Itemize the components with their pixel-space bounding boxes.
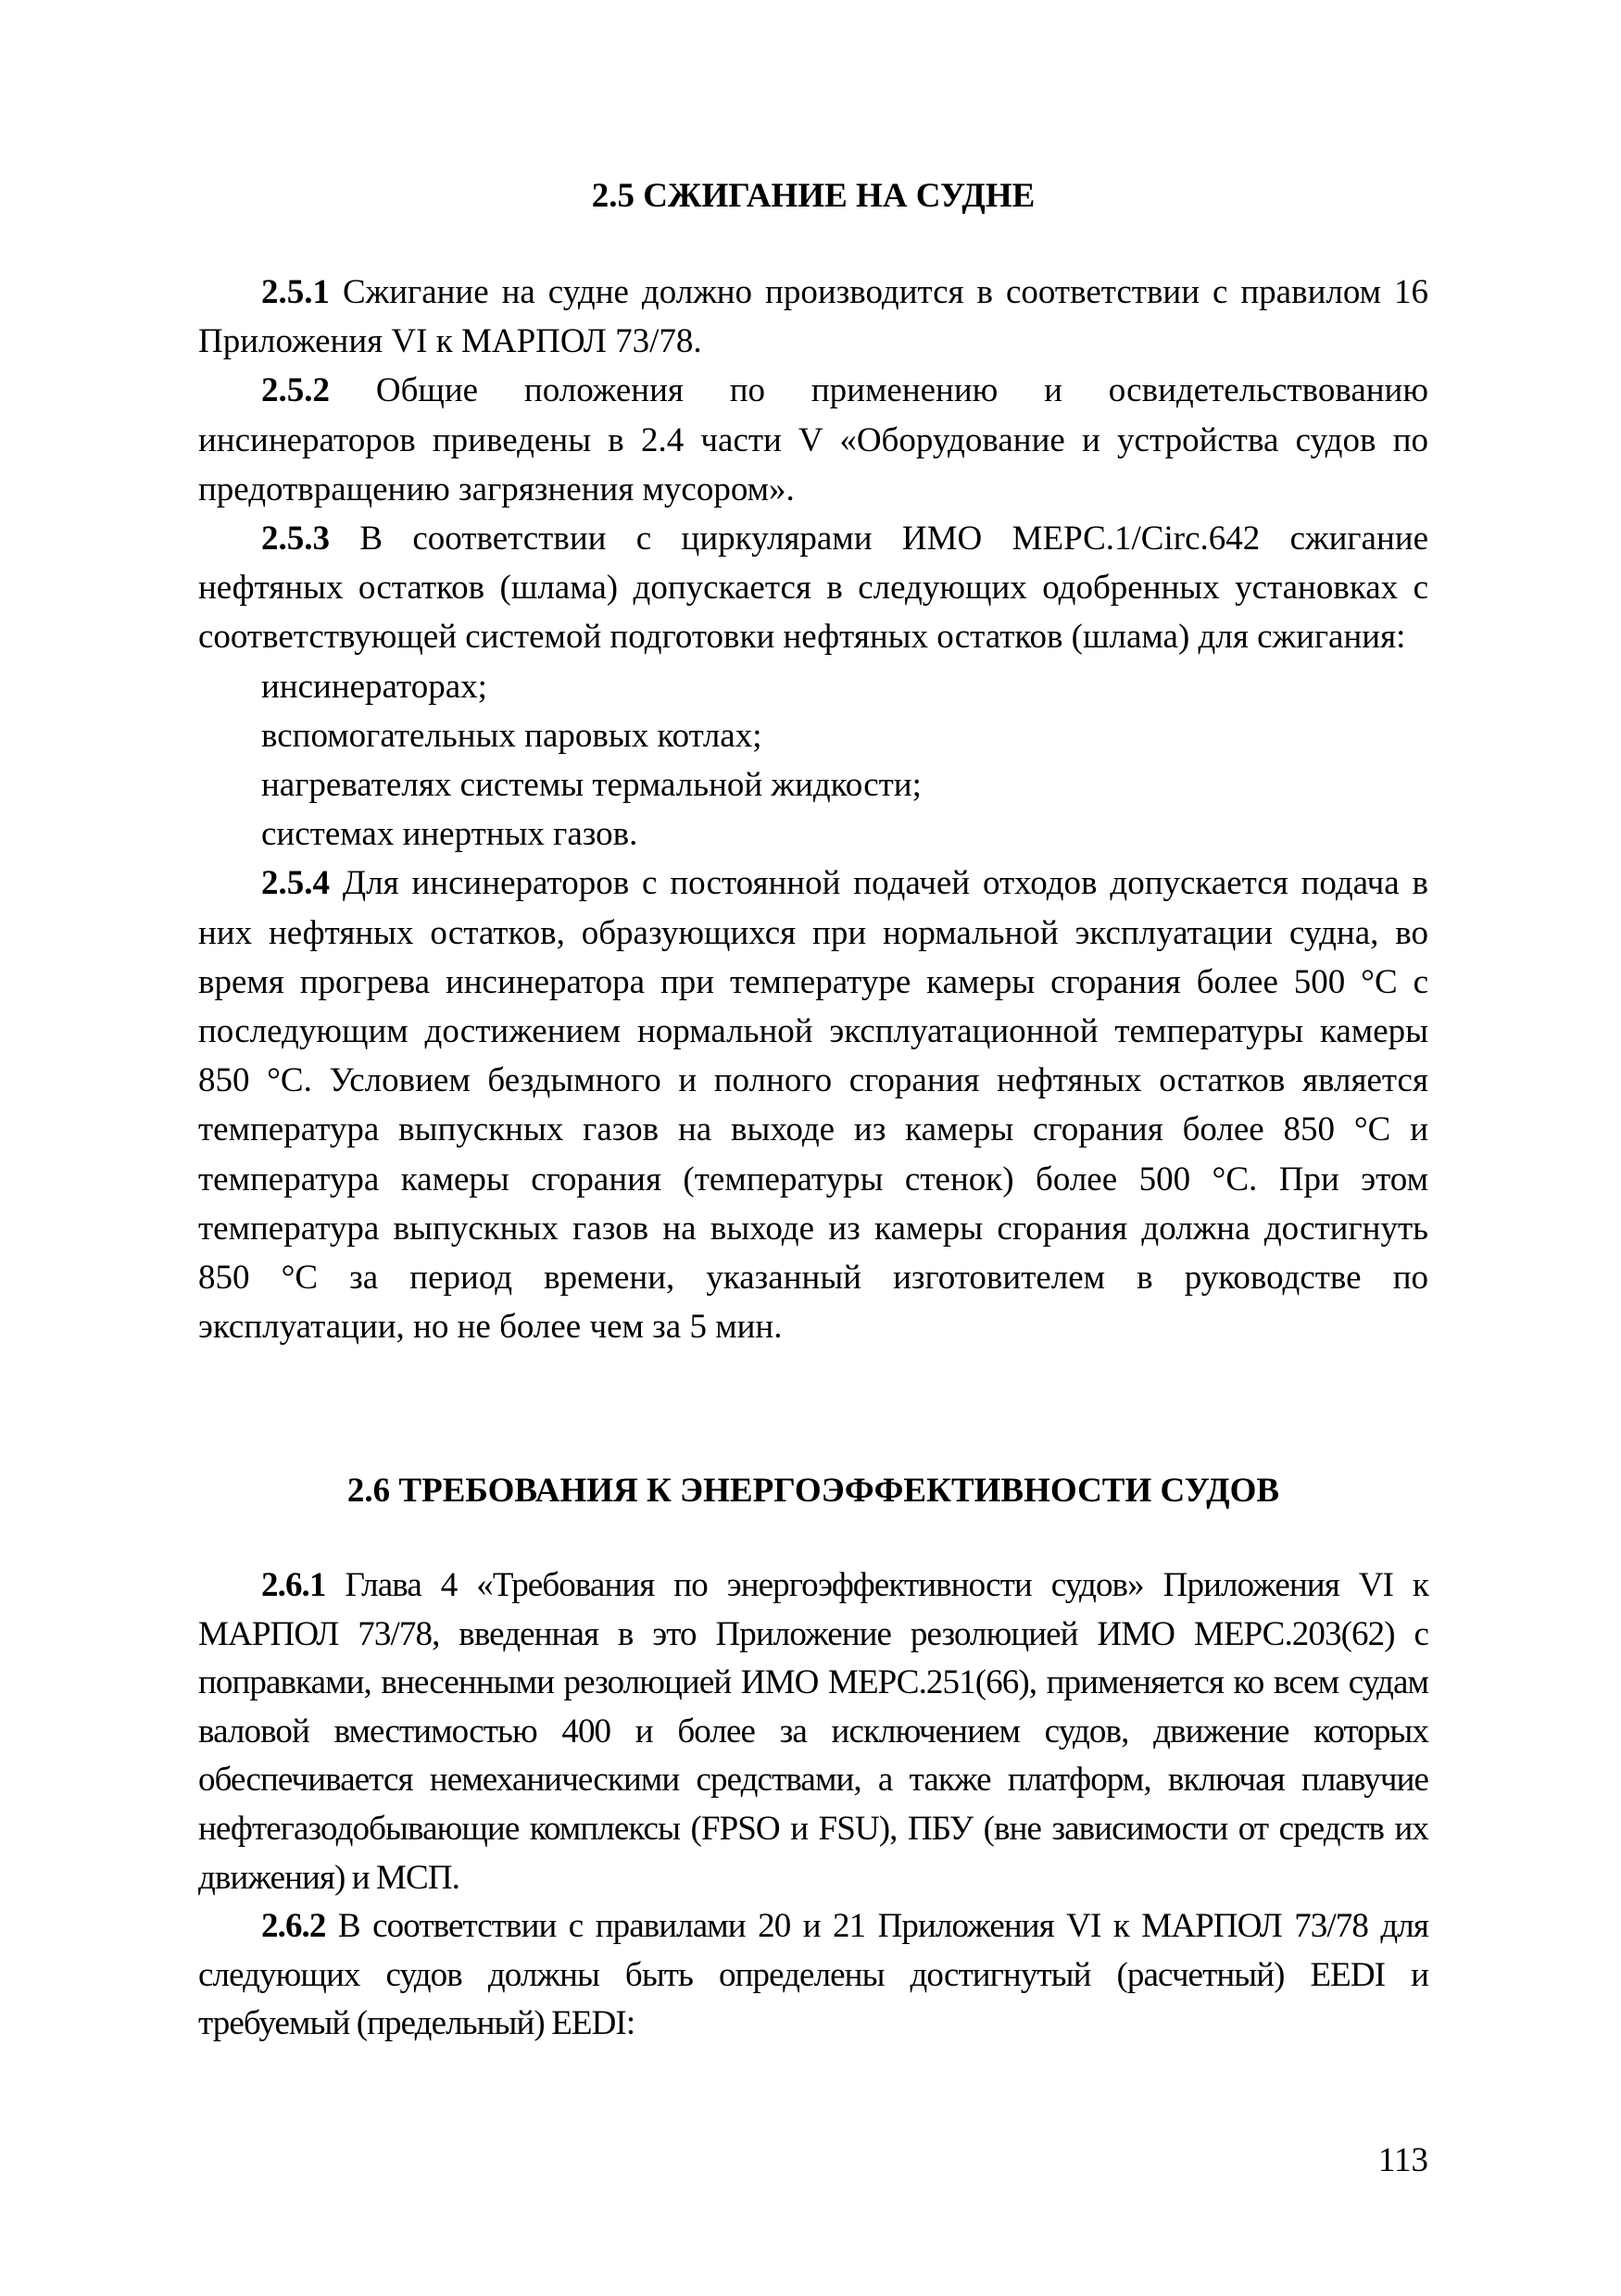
paragraph-2-5-1 xyxy=(198,268,1428,366)
list-item: инсинераторах; xyxy=(261,667,487,706)
paragraph-number: 2.5.4 xyxy=(261,864,330,903)
paragraph-text: Для инсинераторов с постоянной подачей отходов допускается подача в них нефтяных остатков, образующихся при нормальной эксплуатации судна, во время прогрева инсинератора при температуре камеры сгорания более 500 °С с последующим достижением нормальной эксплуатационной температуры камеры 850 °С. Условием бездымного и полного сгорания нефтяных остатков является температура выпускных газов на выходе из камеры сгорания более 850 °С и температура камеры сгорания (температуры стенок) более 500 °С. При этом температура выпускных газов на выходе из камеры сгорания должна достигнуть 850 °С за период времени, указанный изготовителем в руководстве по эксплуатации, но не более чем за 5 мин. xyxy=(198,864,1429,1347)
section-2-5-body xyxy=(198,268,1428,1351)
paragraph-number: 2.5.3 xyxy=(261,520,330,558)
paragraph-2-5-3 xyxy=(198,514,1428,662)
paragraph-2-5-4 xyxy=(198,859,1428,1351)
paragraph-text: В соответствии с правилами 20 и 21 Приложения VI к МАРПОЛ 73/78 для следующих судов должны быть определены достигнутый (расчетный) EEDI и требуемый (предельный) EEDI: xyxy=(198,1907,1428,2043)
paragraph-number: 2.6.1 xyxy=(261,1566,326,1604)
list-item: системах инертных газов. xyxy=(261,815,638,854)
paragraph-2-5-2 xyxy=(198,366,1428,514)
paragraph-number: 2.6.2 xyxy=(261,1907,326,1946)
section-2-5-title: 2.5 СЖИГАНИЕ НА СУДНЕ xyxy=(591,177,1036,215)
paragraph-text: Общие положения по применению и освидетельствованию инсинераторов приведены в 2.4 части V «Оборудование и устройства судов по предотвращению загрязнения мусором». xyxy=(198,371,1428,508)
section-2-6-title: 2.6 ТРЕБОВАНИЯ К ЭНЕРГОЭФФЕКТИВНОСТИ СУДОВ xyxy=(346,1472,1280,1510)
page-number: 113 xyxy=(1377,2141,1428,2179)
paragraph-text: Глава 4 «Требования по энергоэффективности судов» Приложения VI к МАРПОЛ 73/78, введенная в это Приложение резолюцией ИМО МЕРС.203(62) с поправками, внесенными резолюцией ИМО МЕРС.251(66), применяется ко всем судам валовой вместимостью 400 и более за исключением судов, движение которых обеспечивается немеханическими средствами, а также платформ, включая плавучие нефтегазодобывающие комплексы (FPSO и FSU), ПБУ (вне зависимости от средств их движения) и МСП. xyxy=(198,1566,1428,1897)
paragraph-2-6-2 xyxy=(198,1902,1428,2049)
paragraph-text: Сжигание на судне должно производится в соответствии с правилом 16 Приложения VI к МАРПОЛ 73/78. xyxy=(198,273,1429,361)
paragraph-2-6-1 xyxy=(198,1562,1428,1902)
paragraph-text: В соответствии с циркулярами ИМО МЕРС.1/Circ.642 сжигание нефтяных остатков (шлама) допускается в следующих одобренных установках с соответствующей системой подготовки нефтяных остатков (шлама) для сжигания: xyxy=(198,520,1429,657)
paragraph-number: 2.5.1 xyxy=(261,273,330,311)
paragraph-number: 2.5.2 xyxy=(261,371,330,410)
list-item: вспомогательных паровых котлах; xyxy=(261,716,762,755)
section-2-6-body xyxy=(198,1562,1428,2049)
list-item: нагревателях системы термальной жидкости; xyxy=(261,766,922,805)
